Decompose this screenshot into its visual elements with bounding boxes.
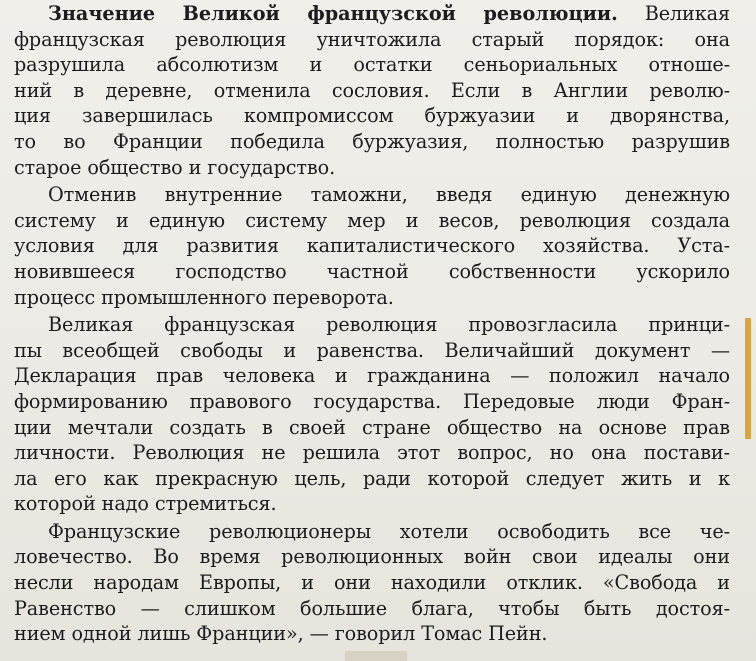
text-line: нием одной лишь Франции», — говорил Томас Пейн. [14, 622, 548, 646]
text-line: ловечество. Во время революционных войн свои идеалы они [14, 545, 730, 569]
text-line: ция завершилась компромиссом буржуазии и дворянства, [14, 104, 730, 128]
page-edge-mark [345, 651, 407, 661]
margin-bar [745, 318, 751, 439]
text-line: то во Франции победила буржуазия, полностью разрушив [14, 129, 730, 153]
text-line: новившееся господство частной собственности ускорило [14, 259, 730, 283]
text-line: личности. Революция не решила этот вопрос, но она постави- [14, 441, 730, 465]
text-line: процесс промышленного переворота. [14, 285, 394, 309]
text-line: разрушила абсолютизм и остатки сеньориальных отноше- [14, 53, 730, 77]
text-line: ла его как прекрасную цель, ради которой следует жить и к [14, 466, 730, 490]
text-line: которой надо стремиться. [14, 492, 277, 516]
text-line: Великая французская революция провозгласила принци- [48, 313, 730, 337]
text-line: систему и единую систему мер и весов, революция создала [14, 208, 730, 232]
text-line: условия для развития капиталистического хозяйства. Уста- [14, 234, 730, 258]
text-line-fragment: Великая [617, 2, 730, 25]
text-line: ний в деревне, отменила сословия. Если в Англии револю- [14, 78, 730, 102]
text-line: Декларация прав человека и гражданина — положил начало [14, 364, 730, 388]
text-line: старое общество и государство. [14, 155, 336, 179]
section-heading: Значение Великой французской революции. [48, 2, 618, 25]
text-line: французская революция уничтожила старый порядок: она [14, 27, 730, 51]
text-line: формированию правового государства. Передовые люди Фран- [14, 389, 730, 413]
text-line: Французские революционеры хотели освободить все че- [48, 519, 730, 543]
text-line: ции мечтали создать в своей стране общество на основе прав [14, 415, 730, 439]
text-line: Равенство — слишком большие блага, чтобы быть достоя- [14, 596, 730, 620]
text-line: пы всеобщей свободы и равенства. Величайший документ — [14, 338, 730, 362]
text-block [14, 1, 730, 647]
text-line: несли народам Европы, и они находили отклик. «Свобода и [14, 571, 730, 595]
text-line [14, 1, 730, 27]
text-line: Отменив внутренние таможни, введя единую денежную [48, 183, 730, 207]
